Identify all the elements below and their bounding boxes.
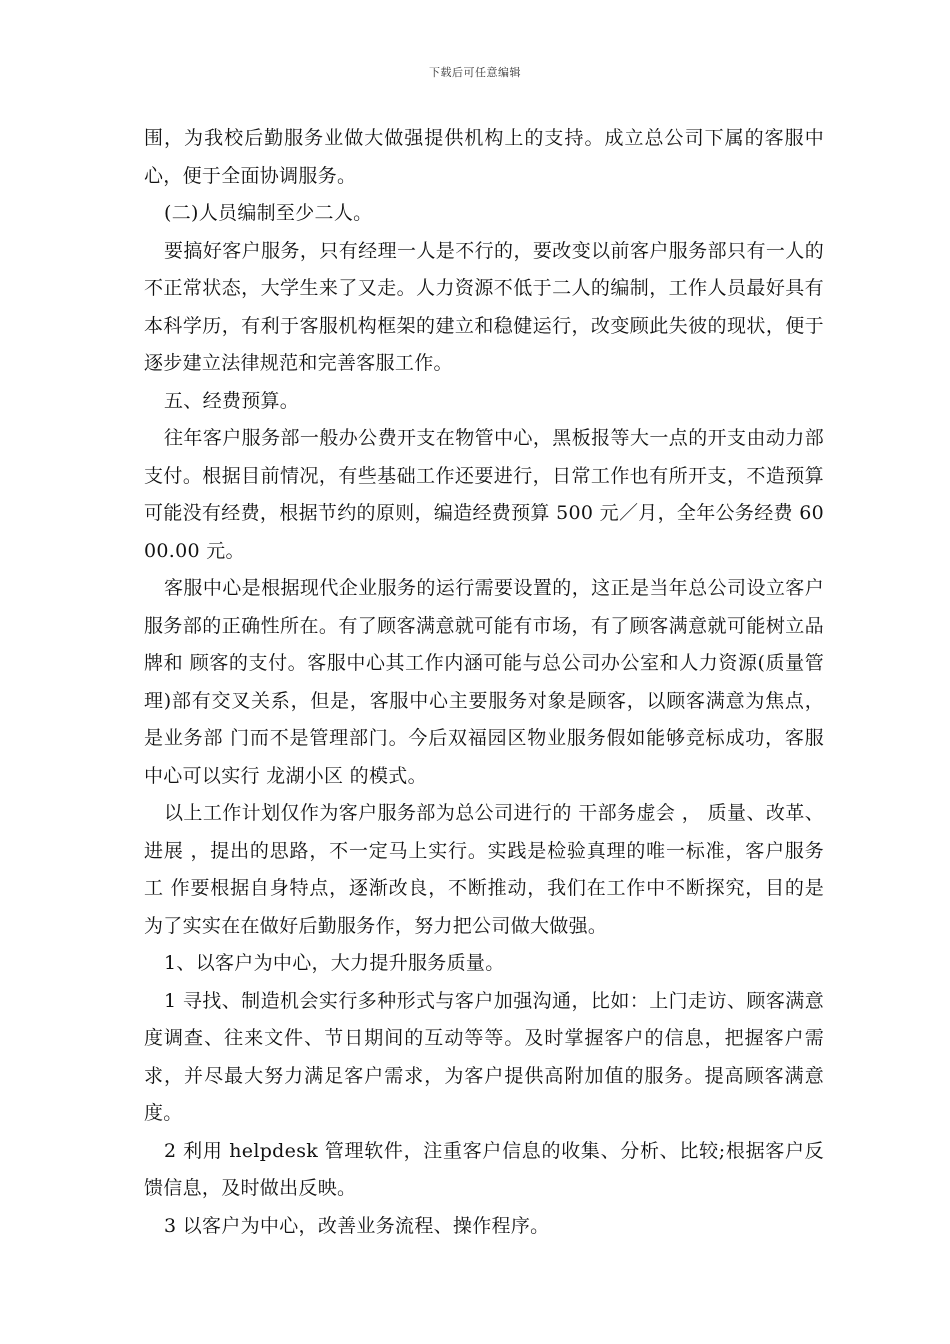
paragraph: 围，为我校后勤服务业做大做强提供机构上的支持。成立总公司下属的客服中心，便于全面协调服务。 <box>144 127 824 187</box>
paragraph: 客服中心是根据现代企业服务的运行需要设置的，这正是当年总公司设立客户服务部的正确性所在。有了顾客满意就可能有市场，有了顾客满意就可能树立品牌和 顾客的支付。客服中心其工作内涵可能与总公司办公室和人力资源(质量管理)部有交叉关系，但是，客服中心主要服务对象是顾客，以顾客满意为焦点，是业务部 门而不是管理部门。今后双福园区物业服务假如能够竞标成功，客服中心可以实行 龙湖小区 的模式。 <box>144 577 824 787</box>
list-heading: 1、以客户为中心，大力提升服务质量。 <box>164 952 505 974</box>
section-heading: (二)人员编制至少二人。 <box>164 202 373 224</box>
list-item: 2 利用 helpdesk 管理软件，注重客户信息的收集、分析、比较;根据客户反馈信息，及时做出反映。 <box>144 1139 824 1199</box>
paragraph: 往年客户服务部一般办公费开支在物管中心，黑板报等大一点的开支由动力部支付。根据目前情况，有些基础工作还要进行，日常工作也有所开支，不造预算可能没有经费，根据节约的原则，编造经费预算 500 元／月，全年公务经费 6000.00 元。 <box>144 427 824 562</box>
section-heading: 五、经费预算。 <box>164 389 300 412</box>
page-header: 下载后可任意编辑 <box>429 66 521 79</box>
document-body <box>144 120 824 1245</box>
paragraph: 以上工作计划仅作为客户服务部为总公司进行的 干部务虚会 ， 质量、改革、进展 ，提出的思路，不一定马上实行。实践是检验真理的唯一标准，客户服务工 作要根据自身特点，逐渐改良，不断推动，我们在工作中不断探究，目的是为了实实在在做好后勤服务作，努力把公司做大做强。 <box>144 802 824 937</box>
paragraph: 要搞好客户服务，只有经理一人是不行的，要改变以前客户服务部只有一人的不正常状态，大学生来了又走。人力资源不低于二人的编制，工作人员最好具有本科学历，有利于客服机构框架的建立和稳健运行，改变顾此失彼的现状，便于逐步建立法律规范和完善客服工作。 <box>144 239 824 374</box>
list-item: 1 寻找、制造机会实行多种形式与客户加强沟通，比如：上门走访、顾客满意度调查、往来文件、节日期间的互动等等。及时掌握客户的信息，把握客户需求，并尽最大努力满足客户需求，为客户提供高附加值的服务。提高顾客满意度。 <box>144 989 824 1124</box>
list-item: 3 以客户为中心，改善业务流程、操作程序。 <box>164 1214 550 1237</box>
